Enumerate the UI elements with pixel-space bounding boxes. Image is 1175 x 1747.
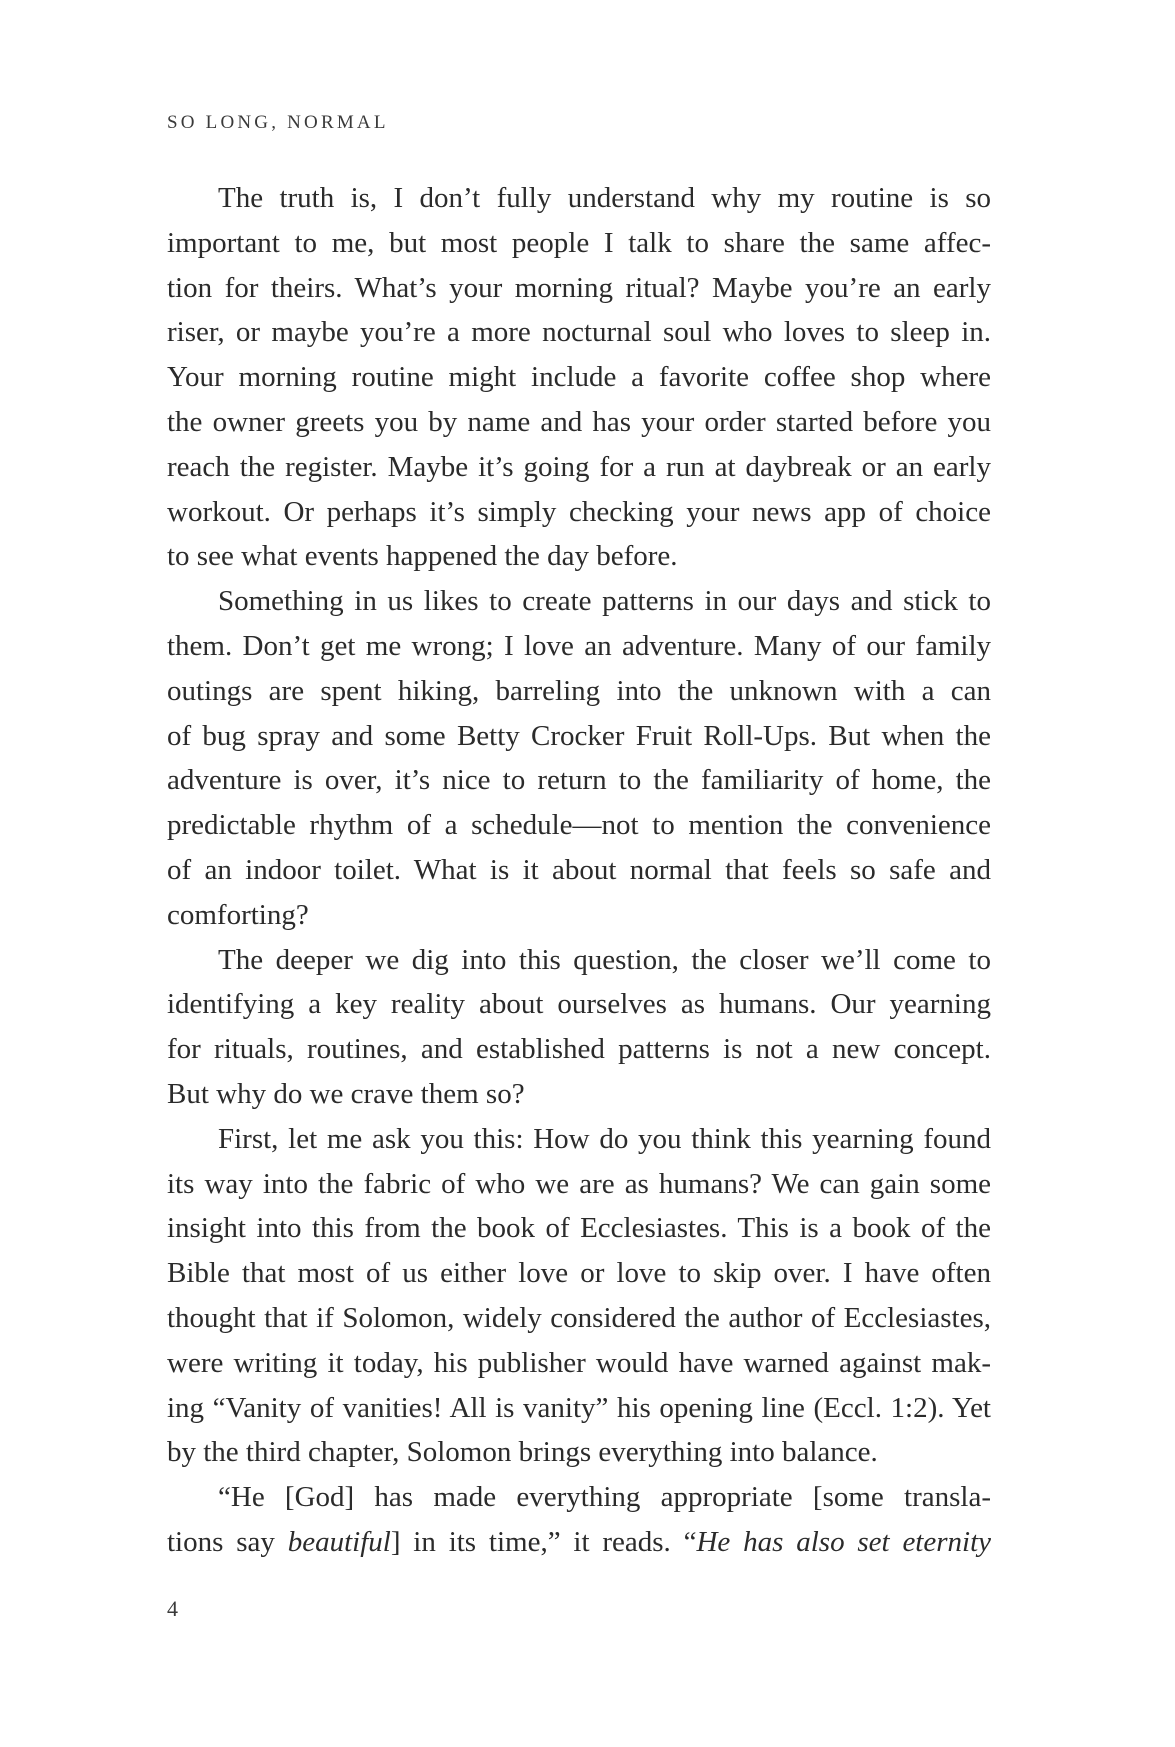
text-line: the owner greets you by name and has your order started before you (167, 405, 991, 438)
running-head: SO LONG, NORMAL (167, 112, 389, 133)
text-line: But why do we crave them so? (167, 1077, 525, 1110)
text-line: reach the register. Maybe it’s going for a run at daybreak or an early (167, 450, 991, 483)
text-line: outings are spent hiking, barreling into the unknown with a can (167, 674, 991, 707)
text-line: of bug spray and some Betty Crocker Fruit Roll-Ups. But when the (167, 719, 991, 752)
text-line (167, 1475, 991, 1520)
text-line: Your morning routine might include a favorite coffee shop where (167, 361, 991, 394)
text-line: workout. Or perhaps it’s simply checking your news app of choice (167, 495, 991, 528)
text-line: them. Don’t get me wrong; I love an adventure. Many of our family (167, 629, 991, 662)
text-line: thought that if Solomon, widely considered the author of Ecclesiastes, (167, 1301, 991, 1334)
text-line: ing “Vanity of vanities! All is vanity” his opening line (Eccl. 1:2). Yet (167, 1391, 991, 1424)
text-segment: tions say (167, 1525, 288, 1558)
italic-text: He has also set eternity (696, 1525, 992, 1558)
text-line: were writing it today, his publisher would have warned against mak- (167, 1346, 991, 1379)
text-line: First, let me ask you this: How do you think this yearning found (218, 1122, 991, 1155)
text-line: predictable rhythm of a schedule—not to mention the convenience (167, 809, 991, 842)
text-line: Bible that most of us either love or love to skip over. I have often (167, 1257, 991, 1290)
text-line: adventure is over, it’s nice to return to the familiarity of home, the (167, 764, 991, 797)
text-line: Something in us likes to create patterns in our days and stick to (218, 585, 991, 618)
body-text (167, 176, 991, 1565)
page-number: 4 (167, 1596, 178, 1621)
text-line: its way into the fabric of who we are as humans? We can gain some (167, 1167, 991, 1200)
text-line: tion for theirs. What’s your morning ritual? Maybe you’re an early (167, 271, 991, 304)
text-line: comforting? (167, 898, 309, 931)
text-line: riser, or maybe you’re a more nocturnal soul who loves to sleep in. (167, 316, 991, 349)
text-line: identifying a key reality about ourselves as humans. Our yearning (167, 988, 991, 1021)
italic-text: beautiful (287, 1525, 391, 1558)
text-segment: ] in its time,” it reads. “ (390, 1525, 697, 1558)
text-line (167, 1520, 991, 1565)
text-line: insight into this from the book of Ecclesiastes. This is a book of the (167, 1212, 991, 1245)
text-line: to see what events happened the day before. (167, 540, 678, 573)
text-line: The deeper we dig into this question, the closer we’ll come to (218, 943, 991, 976)
text-line: The truth is, I don’t fully understand why my routine is so (218, 182, 991, 214)
text-line: important to me, but most people I talk to share the same affec- (167, 226, 991, 259)
text-line: by the third chapter, Solomon brings everything into balance. (167, 1436, 878, 1469)
text-segment: “He [God] has made everything appropriate [some transla- (218, 1481, 991, 1514)
text-line: of an indoor toilet. What is it about normal that feels so safe and (167, 853, 991, 886)
text-line: for rituals, routines, and established patterns is not a new concept. (167, 1033, 991, 1066)
